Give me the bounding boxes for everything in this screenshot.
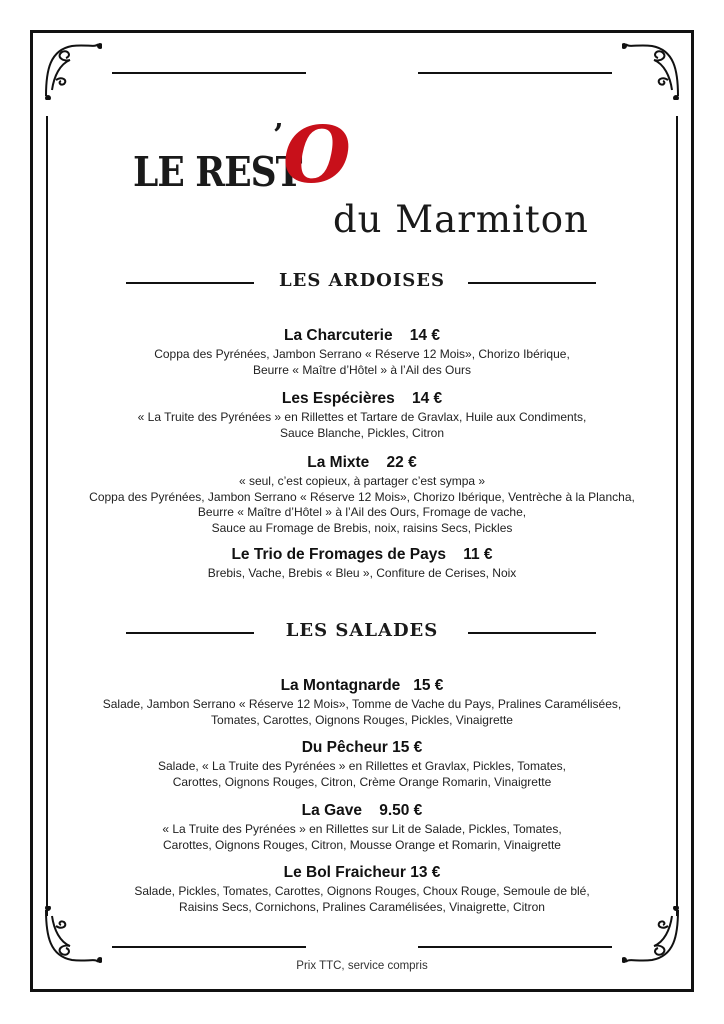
price-note: Prix TTC, service compris: [296, 960, 428, 972]
logo-o: O: [283, 110, 351, 201]
menu-item: [40, 454, 684, 536]
corner-ornament-icon: [622, 906, 682, 966]
menu-item-description: Salade, « La Truite des Pyrénées » en Rillettes et Gravlax, Pickles, Tomates, Carottes, Oignons Rouges, Citron, Crème Orange Romarin, Vinaigrette: [158, 759, 566, 789]
section-rule: [468, 282, 596, 284]
menu-item-description: Brebis, Vache, Brebis « Bleu », Confiture de Cerises, Noix: [207, 566, 517, 580]
menu-item-name: Le Bol Fraicheur 13 €: [283, 864, 441, 881]
menu-item-name: La Mixte 22 €: [307, 454, 417, 471]
menu-item: [40, 677, 684, 728]
section-header-salades: [0, 618, 724, 648]
section-title: LES ARDOISES: [279, 270, 445, 291]
menu-item: [40, 546, 684, 582]
corner-ornament-icon: [42, 906, 102, 966]
menu-item-name: La Montagnarde 15 €: [280, 677, 444, 694]
menu-item-description: Salade, Jambon Serrano « Réserve 12 Mois», Tomme de Vache du Pays, Pralines Caramélisées, Tomates, Carottes, Oignons Rouges, Pickles, Vinaigrette: [102, 697, 622, 727]
menu-item-description: Salade, Pickles, Tomates, Carottes, Oignons Rouges, Choux Rouge, Semoule de blé, Raisins Secs, Cornichons, Pralines Caramélisées, Vinaigrette, Citron: [134, 884, 590, 914]
menu-item-name: Les Espécières 14 €: [281, 390, 443, 407]
restaurant-logo: [0, 0, 724, 260]
menu-item: [40, 327, 684, 378]
menu-item-name: La Charcuterie 14 €: [284, 327, 440, 344]
section-header-ardoises: [0, 268, 724, 298]
bottom-inner-rule: [112, 946, 306, 948]
menu-item: [40, 802, 684, 853]
menu-item-description: Coppa des Pyrénées, Jambon Serrano « Réserve 12 Mois», Chorizo Ibérique, Beurre « Maître d’Hôtel » à l’Ail des Ours: [154, 347, 570, 377]
bottom-inner-rule: [418, 946, 612, 948]
menu-item-name: La Gave 9.50 €: [301, 802, 423, 819]
menu-item-description: « La Truite des Pyrénées » en Rillettes et Tartare de Gravlax, Huile aux Condiments, Sauce Blanche, Pickles, Citron: [137, 410, 587, 440]
logo-apostrophe: ’: [273, 118, 284, 153]
menu-item: [40, 390, 684, 441]
section-title: LES SALADES: [285, 620, 439, 641]
menu-item-description: « seul, c’est copieux, à partager c’est sympa » Coppa des Pyrénées, Jambon Serrano « Réserve 12 Mois», Chorizo Ibérique, Ventrèche à la Plancha, Beurre « Maître d’Hôtel » à l’Ail des Ours, Fromage de vache, Sauce au Fromage de Brebis, noix, raisins Secs, Pickles: [89, 474, 635, 535]
logo-subtitle: du Marmiton: [333, 198, 589, 241]
menu-item-description: « La Truite des Pyrénées » en Rillettes sur Lit de Salade, Pickles, Tomates, Carottes, Oignons Rouges, Citron, Mousse Orange et Romarin, Vinaigrette: [162, 822, 562, 852]
menu-item: [40, 739, 684, 790]
menu-item: [40, 864, 684, 915]
section-rule: [468, 632, 596, 634]
menu-item-name: Le Trio de Fromages de Pays 11 €: [231, 546, 493, 563]
menu-item-name: Du Pêcheur 15 €: [301, 739, 423, 756]
logo-le-rest: LE REST: [133, 148, 302, 197]
